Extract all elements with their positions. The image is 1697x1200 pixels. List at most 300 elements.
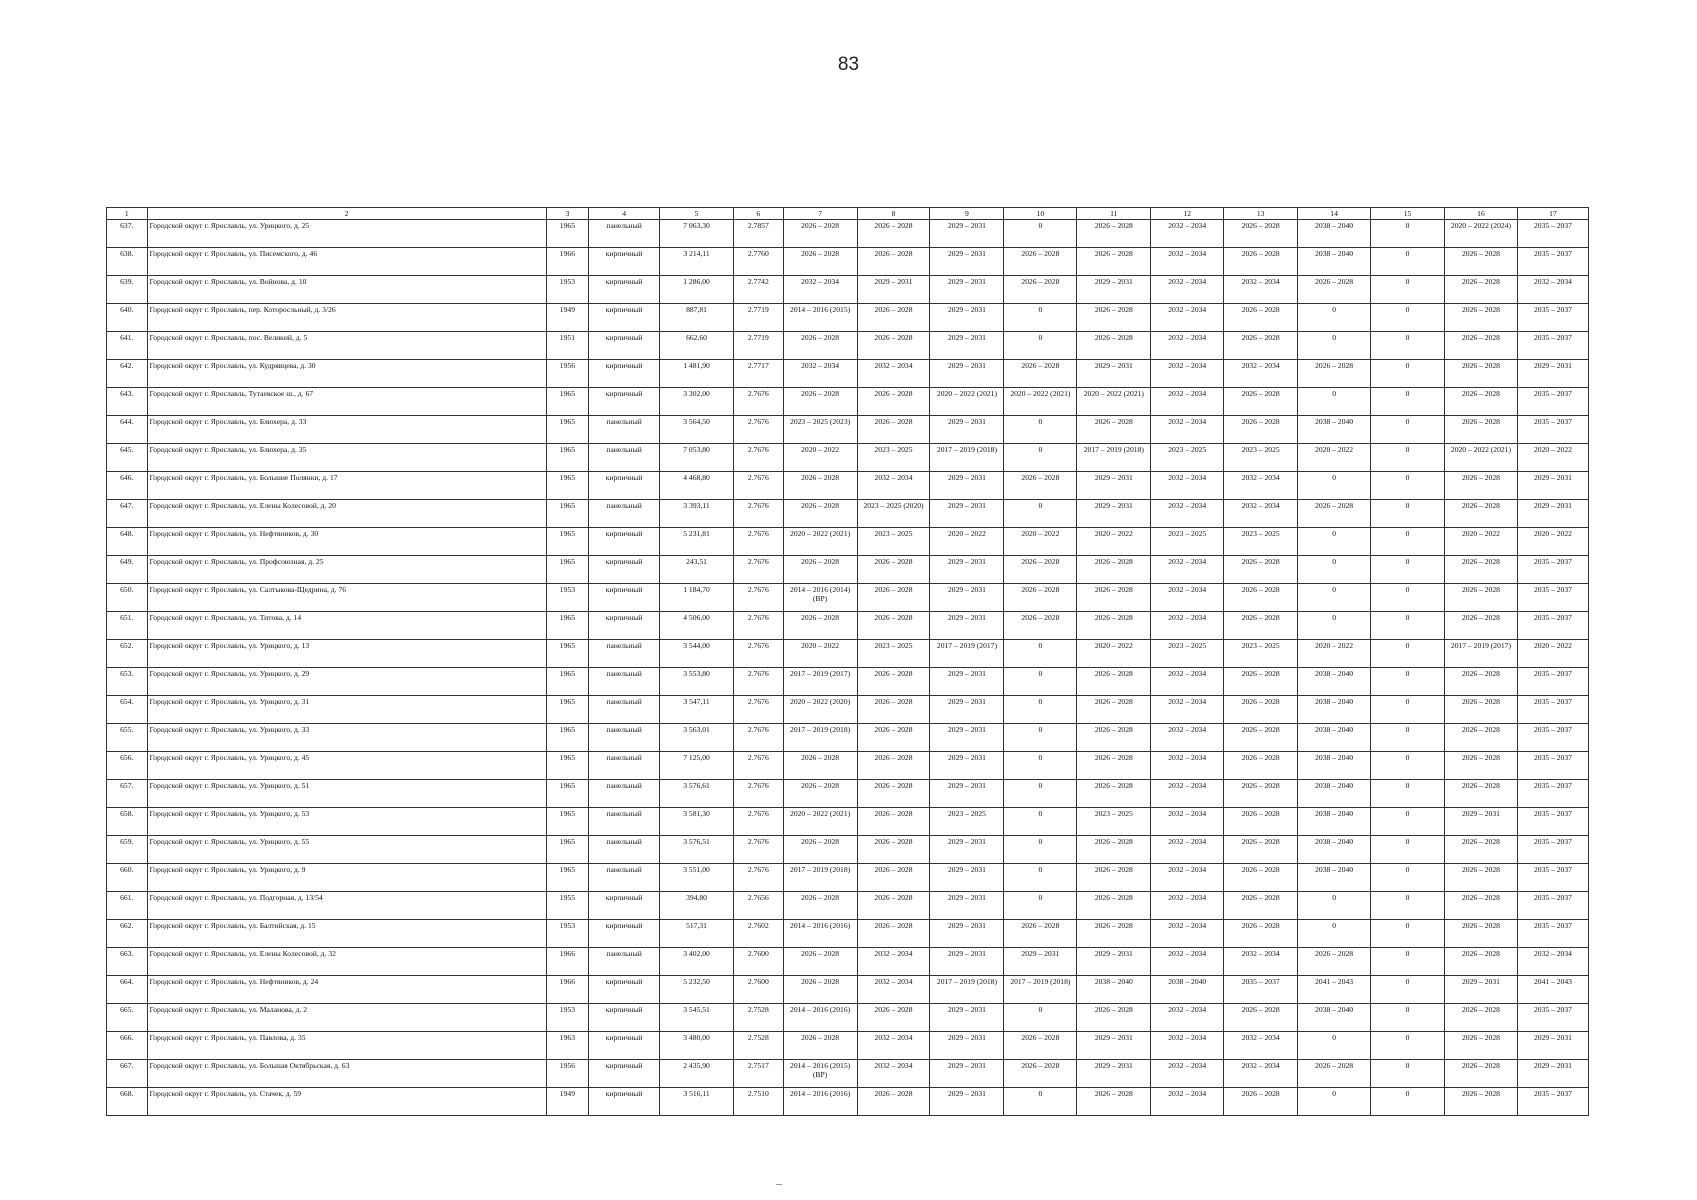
period-col-9-cell: 2029 – 2031	[930, 556, 1004, 584]
column-header-7: 7	[783, 208, 857, 220]
table-body	[107, 220, 1589, 1116]
period-col-13-cell: 2026 – 2028	[1224, 920, 1298, 948]
wall-material-cell: панельный	[589, 500, 660, 528]
column-header-4: 4	[589, 208, 660, 220]
period-col-12-cell: 2032 – 2034	[1151, 1032, 1224, 1060]
area-cell: 3 563,01	[660, 724, 734, 752]
period-col-9-cell: 2029 – 2031	[930, 1032, 1004, 1060]
period-col-12-cell: 2032 – 2034	[1151, 780, 1224, 808]
period-col-14-cell: 0	[1298, 1032, 1371, 1060]
period-col-9-cell: 2029 – 2031	[930, 472, 1004, 500]
period-col-11-cell: 2020 – 2022	[1077, 528, 1151, 556]
period-col-12-cell: 2032 – 2034	[1151, 696, 1224, 724]
period-col-11-cell: 2026 – 2028	[1077, 668, 1151, 696]
period-col-15-cell: 0	[1371, 864, 1445, 892]
build-year-cell: 1965	[546, 444, 589, 472]
period-col-13-cell: 2032 – 2034	[1224, 1032, 1298, 1060]
priority-score-cell: 2.7528	[734, 1004, 784, 1032]
wall-material-cell: панельный	[589, 780, 660, 808]
period-col-8-cell: 2026 – 2028	[857, 1004, 930, 1032]
column-header-6: 6	[734, 208, 784, 220]
priority-score-cell: 2.7528	[734, 1032, 784, 1060]
period-col-13-cell: 2026 – 2028	[1224, 1088, 1298, 1116]
build-year-cell: 1966	[546, 948, 589, 976]
table-row	[107, 1060, 1589, 1088]
row-number-cell: 649.	[107, 556, 148, 584]
period-col-7-cell: 2032 – 2034	[783, 360, 857, 388]
priority-score-cell: 2.7676	[734, 612, 784, 640]
period-col-7-cell: 2026 – 2028	[783, 948, 857, 976]
period-col-17-cell: 2020 – 2022	[1517, 444, 1588, 472]
period-col-8-cell: 2023 – 2025	[857, 528, 930, 556]
period-col-10-cell: 0	[1004, 780, 1077, 808]
period-col-13-cell: 2026 – 2028	[1224, 332, 1298, 360]
table-row	[107, 920, 1589, 948]
area-cell: 3 551,00	[660, 864, 734, 892]
period-col-13-cell: 2026 – 2028	[1224, 668, 1298, 696]
period-col-7-cell: 2026 – 2028	[783, 780, 857, 808]
period-col-17-cell: 2035 – 2037	[1517, 696, 1588, 724]
column-header-13: 13	[1224, 208, 1298, 220]
build-year-cell: 1965	[546, 696, 589, 724]
period-col-16-cell: 2026 – 2028	[1445, 416, 1518, 444]
period-col-15-cell: 0	[1371, 920, 1445, 948]
period-col-7-cell: 2020 – 2022 (2021)	[783, 528, 857, 556]
area-cell: 3 516,11	[660, 1088, 734, 1116]
period-col-14-cell: 0	[1298, 472, 1371, 500]
row-number-cell: 652.	[107, 640, 148, 668]
wall-material-cell: кирпичный	[589, 248, 660, 276]
build-year-cell: 1949	[546, 1088, 589, 1116]
row-number-cell: 665.	[107, 1004, 148, 1032]
address-cell: Городской округ г. Ярославль, ул. Войнова, д. 10	[147, 276, 546, 304]
period-col-13-cell: 2032 – 2034	[1224, 360, 1298, 388]
priority-score-cell: 2.7676	[734, 808, 784, 836]
period-col-12-cell: 2032 – 2034	[1151, 752, 1224, 780]
period-col-7-cell: 2014 – 2016 (2016)	[783, 920, 857, 948]
row-number-cell: 653.	[107, 668, 148, 696]
period-col-9-cell: 2029 – 2031	[930, 836, 1004, 864]
period-col-8-cell: 2026 – 2028	[857, 696, 930, 724]
row-number-cell: 641.	[107, 332, 148, 360]
period-col-10-cell: 2020 – 2022 (2021)	[1004, 388, 1077, 416]
build-year-cell: 1953	[546, 920, 589, 948]
period-col-14-cell: 2026 – 2028	[1298, 276, 1371, 304]
row-number-cell: 650.	[107, 584, 148, 612]
build-year-cell: 1965	[546, 612, 589, 640]
area-cell: 3 480,00	[660, 1032, 734, 1060]
area-cell: 243,51	[660, 556, 734, 584]
period-col-17-cell: 2035 – 2037	[1517, 388, 1588, 416]
period-col-16-cell: 2026 – 2028	[1445, 248, 1518, 276]
build-year-cell: 1965	[546, 864, 589, 892]
column-header-3: 3	[546, 208, 589, 220]
period-col-16-cell: 2026 – 2028	[1445, 1004, 1518, 1032]
period-col-15-cell: 0	[1371, 584, 1445, 612]
wall-material-cell: панельный	[589, 808, 660, 836]
period-col-17-cell: 2032 – 2034	[1517, 276, 1588, 304]
period-col-15-cell: 0	[1371, 1032, 1445, 1060]
area-cell: 3 214,11	[660, 248, 734, 276]
period-col-9-cell: 2029 – 2031	[930, 276, 1004, 304]
period-col-8-cell: 2026 – 2028	[857, 808, 930, 836]
period-col-16-cell: 2026 – 2028	[1445, 948, 1518, 976]
period-col-8-cell: 2026 – 2028	[857, 892, 930, 920]
address-cell: Городской округ г. Ярославль, ул. Маланова, д. 2	[147, 1004, 546, 1032]
period-col-10-cell: 0	[1004, 332, 1077, 360]
period-col-9-cell: 2029 – 2031	[930, 248, 1004, 276]
row-number-cell: 648.	[107, 528, 148, 556]
area-cell: 7 125,00	[660, 752, 734, 780]
period-col-15-cell: 0	[1371, 1060, 1445, 1088]
period-col-9-cell: 2029 – 2031	[930, 584, 1004, 612]
period-col-15-cell: 0	[1371, 668, 1445, 696]
period-col-11-cell: 2029 – 2031	[1077, 1060, 1151, 1088]
period-col-9-cell: 2029 – 2031	[930, 416, 1004, 444]
period-col-7-cell: 2014 – 2016 (2016)	[783, 1088, 857, 1116]
period-col-8-cell: 2032 – 2034	[857, 472, 930, 500]
build-year-cell: 1965	[546, 416, 589, 444]
period-col-11-cell: 2026 – 2028	[1077, 724, 1151, 752]
period-col-9-cell: 2029 – 2031	[930, 780, 1004, 808]
column-header-15: 15	[1371, 208, 1445, 220]
table-row	[107, 220, 1589, 248]
build-year-cell: 1965	[546, 780, 589, 808]
address-cell: Городской округ г. Ярославль, Тутаевское ш., д. 67	[147, 388, 546, 416]
period-col-15-cell: 0	[1371, 220, 1445, 248]
row-number-cell: 664.	[107, 976, 148, 1004]
period-col-11-cell: 2026 – 2028	[1077, 892, 1151, 920]
period-col-12-cell: 2032 – 2034	[1151, 472, 1224, 500]
period-col-11-cell: 2026 – 2028	[1077, 584, 1151, 612]
row-number-cell: 657.	[107, 780, 148, 808]
period-col-7-cell: 2017 – 2019 (2017)	[783, 668, 857, 696]
period-col-8-cell: 2026 – 2028	[857, 1088, 930, 1116]
period-col-16-cell: 2026 – 2028	[1445, 276, 1518, 304]
period-col-17-cell: 2035 – 2037	[1517, 920, 1588, 948]
period-col-12-cell: 2032 – 2034	[1151, 920, 1224, 948]
period-col-12-cell: 2032 – 2034	[1151, 584, 1224, 612]
period-col-13-cell: 2023 – 2025	[1224, 444, 1298, 472]
address-cell: Городской округ г. Ярославль, ул. Нефтяников, д. 24	[147, 976, 546, 1004]
period-col-7-cell: 2014 – 2016 (2015) (ВР)	[783, 1060, 857, 1088]
row-number-cell: 668.	[107, 1088, 148, 1116]
period-col-17-cell: 2035 – 2037	[1517, 724, 1588, 752]
address-cell: Городской округ г. Ярославль, ул. Елены Колесовой, д. 32	[147, 948, 546, 976]
period-col-16-cell: 2020 – 2022 (2024)	[1445, 220, 1518, 248]
period-col-17-cell: 2035 – 2037	[1517, 808, 1588, 836]
area-cell: 3 581,30	[660, 808, 734, 836]
period-col-17-cell: 2032 – 2034	[1517, 948, 1588, 976]
period-col-10-cell: 0	[1004, 864, 1077, 892]
period-col-13-cell: 2026 – 2028	[1224, 612, 1298, 640]
period-col-8-cell: 2023 – 2025	[857, 640, 930, 668]
period-col-10-cell: 0	[1004, 500, 1077, 528]
period-col-12-cell: 2032 – 2034	[1151, 948, 1224, 976]
period-col-10-cell: 0	[1004, 220, 1077, 248]
period-col-13-cell: 2026 – 2028	[1224, 1004, 1298, 1032]
period-col-8-cell: 2026 – 2028	[857, 556, 930, 584]
period-col-17-cell: 2020 – 2022	[1517, 640, 1588, 668]
build-year-cell: 1965	[546, 472, 589, 500]
period-col-17-cell: 2029 – 2031	[1517, 1032, 1588, 1060]
period-col-11-cell: 2020 – 2022	[1077, 640, 1151, 668]
row-number-cell: 662.	[107, 920, 148, 948]
period-col-13-cell: 2026 – 2028	[1224, 780, 1298, 808]
column-header-2: 2	[147, 208, 546, 220]
wall-material-cell: кирпичный	[589, 1088, 660, 1116]
period-col-13-cell: 2023 – 2025	[1224, 528, 1298, 556]
build-year-cell: 1965	[546, 640, 589, 668]
address-cell: Городской округ г. Ярославль, пер. Которосльный, д. 3/26	[147, 304, 546, 332]
period-col-12-cell: 2032 – 2034	[1151, 556, 1224, 584]
period-col-10-cell: 2026 – 2028	[1004, 1060, 1077, 1088]
period-col-10-cell: 0	[1004, 416, 1077, 444]
period-col-16-cell: 2026 – 2028	[1445, 920, 1518, 948]
period-col-17-cell: 2035 – 2037	[1517, 220, 1588, 248]
period-col-17-cell: 2020 – 2022	[1517, 528, 1588, 556]
period-col-10-cell: 0	[1004, 724, 1077, 752]
wall-material-cell: кирпичный	[589, 304, 660, 332]
period-col-17-cell: 2029 – 2031	[1517, 1060, 1588, 1088]
period-col-15-cell: 0	[1371, 528, 1445, 556]
period-col-8-cell: 2032 – 2034	[857, 1060, 930, 1088]
period-col-13-cell: 2026 – 2028	[1224, 864, 1298, 892]
period-col-17-cell: 2035 – 2037	[1517, 1088, 1588, 1116]
area-cell: 7 053,80	[660, 444, 734, 472]
period-col-14-cell: 2020 – 2022	[1298, 640, 1371, 668]
column-header-17: 17	[1517, 208, 1588, 220]
table-row	[107, 724, 1589, 752]
period-col-12-cell: 2032 – 2034	[1151, 724, 1224, 752]
period-col-16-cell: 2026 – 2028	[1445, 724, 1518, 752]
table-row	[107, 892, 1589, 920]
table-row	[107, 388, 1589, 416]
period-col-9-cell: 2029 – 2031	[930, 500, 1004, 528]
period-col-8-cell: 2026 – 2028	[857, 388, 930, 416]
table-row	[107, 500, 1589, 528]
period-col-10-cell: 2026 – 2028	[1004, 1032, 1077, 1060]
address-cell: Городской округ г. Ярославль, ул. Стачек, д. 59	[147, 1088, 546, 1116]
priority-score-cell: 2.7676	[734, 640, 784, 668]
period-col-11-cell: 2026 – 2028	[1077, 1004, 1151, 1032]
period-col-7-cell: 2026 – 2028	[783, 248, 857, 276]
period-col-13-cell: 2026 – 2028	[1224, 808, 1298, 836]
table-row	[107, 864, 1589, 892]
row-number-cell: 660.	[107, 864, 148, 892]
period-col-11-cell: 2026 – 2028	[1077, 556, 1151, 584]
column-header-1: 1	[107, 208, 148, 220]
table-row	[107, 444, 1589, 472]
table-row	[107, 976, 1589, 1004]
period-col-14-cell: 2026 – 2028	[1298, 948, 1371, 976]
period-col-9-cell: 2029 – 2031	[930, 332, 1004, 360]
period-col-9-cell: 2017 – 2019 (2018)	[930, 976, 1004, 1004]
period-col-9-cell: 2029 – 2031	[930, 220, 1004, 248]
period-col-9-cell: 2029 – 2031	[930, 1060, 1004, 1088]
wall-material-cell: кирпичный	[589, 1004, 660, 1032]
period-col-8-cell: 2023 – 2025	[857, 444, 930, 472]
wall-material-cell: панельный	[589, 696, 660, 724]
column-number-header	[107, 208, 1589, 220]
period-col-14-cell: 0	[1298, 304, 1371, 332]
area-cell: 1 481,90	[660, 360, 734, 388]
column-header-5: 5	[660, 208, 734, 220]
priority-score-cell: 2.7517	[734, 1060, 784, 1088]
priority-score-cell: 2.7676	[734, 780, 784, 808]
priority-score-cell: 2.7676	[734, 584, 784, 612]
row-number-cell: 639.	[107, 276, 148, 304]
period-col-12-cell: 2032 – 2034	[1151, 1088, 1224, 1116]
build-year-cell: 1965	[546, 388, 589, 416]
period-col-7-cell: 2020 – 2022 (2020)	[783, 696, 857, 724]
period-col-15-cell: 0	[1371, 332, 1445, 360]
period-col-9-cell: 2029 – 2031	[930, 724, 1004, 752]
period-col-14-cell: 2041 – 2043	[1298, 976, 1371, 1004]
period-col-13-cell: 2026 – 2028	[1224, 696, 1298, 724]
priority-score-cell: 2.7676	[734, 416, 784, 444]
period-col-17-cell: 2029 – 2031	[1517, 500, 1588, 528]
address-cell: Городской округ г. Ярославль, ул. Писемского, д. 46	[147, 248, 546, 276]
period-col-14-cell: 0	[1298, 612, 1371, 640]
address-cell: Городской округ г. Ярославль, ул. Кудрявцева, д. 30	[147, 360, 546, 388]
address-cell: Городской округ г. Ярославль, ул. Балтийская, д. 15	[147, 920, 546, 948]
period-col-7-cell: 2014 – 2016 (2016)	[783, 1004, 857, 1032]
priority-score-cell: 2.7676	[734, 864, 784, 892]
period-col-17-cell: 2035 – 2037	[1517, 556, 1588, 584]
period-col-13-cell: 2026 – 2028	[1224, 892, 1298, 920]
period-col-7-cell: 2026 – 2028	[783, 836, 857, 864]
period-col-14-cell: 2026 – 2028	[1298, 1060, 1371, 1088]
period-col-8-cell: 2026 – 2028	[857, 920, 930, 948]
period-col-13-cell: 2035 – 2037	[1224, 976, 1298, 1004]
build-year-cell: 1965	[546, 724, 589, 752]
period-col-13-cell: 2023 – 2025	[1224, 640, 1298, 668]
period-col-7-cell: 2014 – 2016 (2014) (ВР)	[783, 584, 857, 612]
period-col-16-cell: 2026 – 2028	[1445, 1032, 1518, 1060]
period-col-15-cell: 0	[1371, 612, 1445, 640]
period-col-7-cell: 2026 – 2028	[783, 332, 857, 360]
table-row	[107, 248, 1589, 276]
period-col-14-cell: 2038 – 2040	[1298, 864, 1371, 892]
wall-material-cell: кирпичный	[589, 276, 660, 304]
table-row	[107, 836, 1589, 864]
table-row	[107, 304, 1589, 332]
period-col-14-cell: 2038 – 2040	[1298, 668, 1371, 696]
period-col-7-cell: 2026 – 2028	[783, 1032, 857, 1060]
period-col-7-cell: 2026 – 2028	[783, 500, 857, 528]
area-cell: 3 576,61	[660, 780, 734, 808]
period-col-13-cell: 2026 – 2028	[1224, 388, 1298, 416]
period-col-11-cell: 2026 – 2028	[1077, 332, 1151, 360]
area-cell: 887,81	[660, 304, 734, 332]
table-row	[107, 1004, 1589, 1032]
address-cell: Городской округ г. Ярославль, ул. Урицкого, д. 55	[147, 836, 546, 864]
build-year-cell: 1965	[546, 836, 589, 864]
period-col-15-cell: 0	[1371, 752, 1445, 780]
address-cell: Городской округ г. Ярославль, ул. Урицкого, д. 31	[147, 696, 546, 724]
period-col-10-cell: 0	[1004, 696, 1077, 724]
period-col-16-cell: 2017 – 2019 (2017)	[1445, 640, 1518, 668]
build-year-cell: 1955	[546, 892, 589, 920]
row-number-cell: 644.	[107, 416, 148, 444]
period-col-15-cell: 0	[1371, 892, 1445, 920]
period-col-9-cell: 2020 – 2022	[930, 528, 1004, 556]
table-row	[107, 780, 1589, 808]
row-number-cell: 643.	[107, 388, 148, 416]
period-col-10-cell: 0	[1004, 444, 1077, 472]
period-col-9-cell: 2029 – 2031	[930, 920, 1004, 948]
priority-score-cell: 2.7676	[734, 836, 784, 864]
period-col-11-cell: 2029 – 2031	[1077, 1032, 1151, 1060]
area-cell: 3 402,00	[660, 948, 734, 976]
build-year-cell: 1965	[546, 668, 589, 696]
column-header-8: 8	[857, 208, 930, 220]
address-cell: Городской округ г. Ярославль, ул. Урицкого, д. 45	[147, 752, 546, 780]
period-col-9-cell: 2029 – 2031	[930, 892, 1004, 920]
build-year-cell: 1951	[546, 332, 589, 360]
period-col-14-cell: 2038 – 2040	[1298, 724, 1371, 752]
table-row	[107, 612, 1589, 640]
period-col-8-cell: 2026 – 2028	[857, 752, 930, 780]
row-number-cell: 656.	[107, 752, 148, 780]
wall-material-cell: кирпичный	[589, 584, 660, 612]
priority-score-cell: 2.7600	[734, 976, 784, 1004]
period-col-14-cell: 2026 – 2028	[1298, 500, 1371, 528]
period-col-12-cell: 2023 – 2025	[1151, 640, 1224, 668]
period-col-17-cell: 2029 – 2031	[1517, 360, 1588, 388]
period-col-17-cell: 2035 – 2037	[1517, 864, 1588, 892]
address-cell: Городской округ г. Ярославль, ул. Блюхера, д. 33	[147, 416, 546, 444]
period-col-13-cell: 2032 – 2034	[1224, 1060, 1298, 1088]
area-cell: 4 506,00	[660, 612, 734, 640]
period-col-13-cell: 2026 – 2028	[1224, 584, 1298, 612]
column-header-14: 14	[1298, 208, 1371, 220]
period-col-12-cell: 2032 – 2034	[1151, 808, 1224, 836]
scan-mark	[776, 1184, 782, 1185]
build-year-cell: 1965	[546, 500, 589, 528]
period-col-16-cell: 2026 – 2028	[1445, 304, 1518, 332]
address-cell: Городской округ г. Ярославль, ул. Большая Октябрьская, д. 63	[147, 1060, 546, 1088]
period-col-11-cell: 2029 – 2031	[1077, 276, 1151, 304]
period-col-12-cell: 2032 – 2034	[1151, 388, 1224, 416]
area-cell: 5 232,50	[660, 976, 734, 1004]
period-col-14-cell: 2038 – 2040	[1298, 1004, 1371, 1032]
period-col-9-cell: 2029 – 2031	[930, 612, 1004, 640]
period-col-11-cell: 2026 – 2028	[1077, 304, 1151, 332]
period-col-15-cell: 0	[1371, 836, 1445, 864]
wall-material-cell: кирпичный	[589, 920, 660, 948]
period-col-7-cell: 2023 – 2025 (2023)	[783, 416, 857, 444]
period-col-14-cell: 0	[1298, 556, 1371, 584]
area-cell: 1 286,00	[660, 276, 734, 304]
period-col-12-cell: 2023 – 2025	[1151, 444, 1224, 472]
area-cell: 3 544,00	[660, 640, 734, 668]
period-col-15-cell: 0	[1371, 472, 1445, 500]
row-number-cell: 655.	[107, 724, 148, 752]
period-col-17-cell: 2035 – 2037	[1517, 752, 1588, 780]
period-col-15-cell: 0	[1371, 948, 1445, 976]
period-col-10-cell: 0	[1004, 304, 1077, 332]
priority-score-cell: 2.7676	[734, 724, 784, 752]
period-col-13-cell: 2032 – 2034	[1224, 500, 1298, 528]
period-col-15-cell: 0	[1371, 696, 1445, 724]
period-col-13-cell: 2026 – 2028	[1224, 304, 1298, 332]
address-cell: Городской округ г. Ярославль, ул. Блюхера, д. 35	[147, 444, 546, 472]
period-col-15-cell: 0	[1371, 248, 1445, 276]
period-col-12-cell: 2032 – 2034	[1151, 248, 1224, 276]
table-row	[107, 752, 1589, 780]
